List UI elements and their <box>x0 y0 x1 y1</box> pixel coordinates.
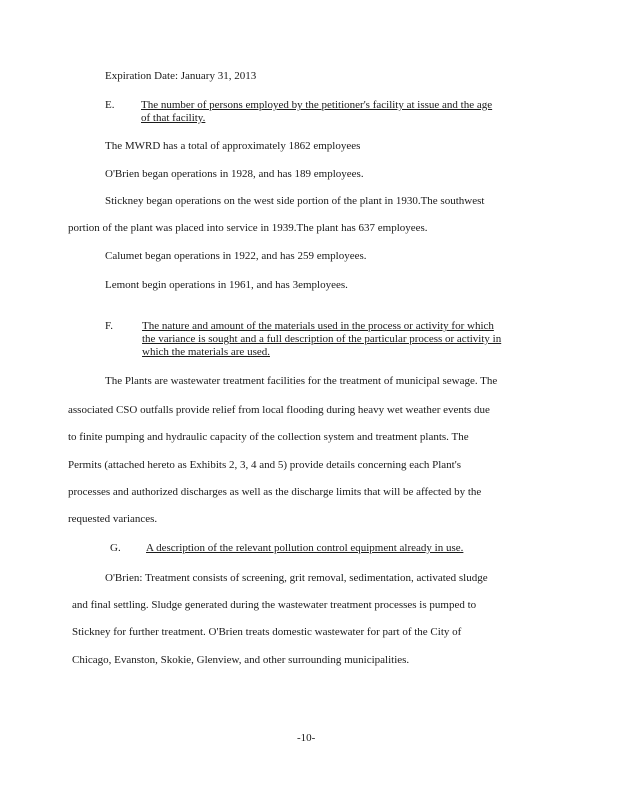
section-g-label: G. <box>110 542 121 554</box>
para-f-line-1: The Plants are wastewater treatment facilities for the treatment of municipal sewage. The <box>105 375 498 387</box>
para-g-line-2: and final settling. Sludge generated during the wastewater treatment processes is pumped to <box>72 599 477 611</box>
calumet-operations: Calumet began operations in 1922, and has 259 employees. <box>105 250 367 262</box>
para-f-line-2: associated CSO outfalls provide relief from local flooding during heavy wet weather events due <box>68 404 490 416</box>
lemont-operations: Lemont begin operations in 1961, and has 3employees. <box>105 279 348 291</box>
section-f-label: F. <box>105 320 113 332</box>
section-e-label: E. <box>105 99 115 111</box>
para-f-line-5: processes and authorized discharges as well as the discharge limits that will be affected by the <box>68 486 482 498</box>
stickney-line-1: Stickney began operations on the west side portion of the plant in 1930.The southwest <box>105 195 485 207</box>
expiration-date: Expiration Date: January 31, 2013 <box>105 70 257 82</box>
section-f-heading-line3: which the materials are used. <box>142 346 270 358</box>
para-f-line-4: Permits (attached hereto as Exhibits 2, 3, 4 and 5) provide details concerning each Plant's <box>68 459 461 471</box>
para-g-line-4: Chicago, Evanston, Skokie, Glenview, and other surrounding municipalities. <box>72 654 410 666</box>
section-e-heading-line1: The number of persons employed by the petitioner's facility at issue and the age <box>141 99 493 111</box>
section-f-heading-line1: The nature and amount of the materials used in the process or activity for which <box>142 320 494 332</box>
para-g-line-1: O'Brien: Treatment consists of screening, grit removal, sedimentation, activated sludge <box>105 572 488 584</box>
obrien-operations: O'Brien began operations in 1928, and has 189 employees. <box>105 168 364 180</box>
section-f-heading-line2: the variance is sought and a full description of the particular process or activity in <box>142 333 502 345</box>
para-f-line-6: requested variances. <box>68 513 158 525</box>
stickney-line-2: portion of the plant was placed into service in 1939.The plant has 637 employees. <box>68 222 428 234</box>
section-g-heading: A description of the relevant pollution control equipment already in use. <box>146 542 464 554</box>
para-g-line-3: Stickney for further treatment. O'Brien treats domestic wastewater for part of the City of <box>72 626 462 638</box>
page-number: -10- <box>297 732 316 744</box>
para-f-line-3: to finite pumping and hydraulic capacity of the collection system and treatment plants. The <box>68 431 469 443</box>
employees-total: The MWRD has a total of approximately 1862 employees <box>105 140 361 152</box>
section-e-heading-line2: of that facility. <box>141 112 206 124</box>
